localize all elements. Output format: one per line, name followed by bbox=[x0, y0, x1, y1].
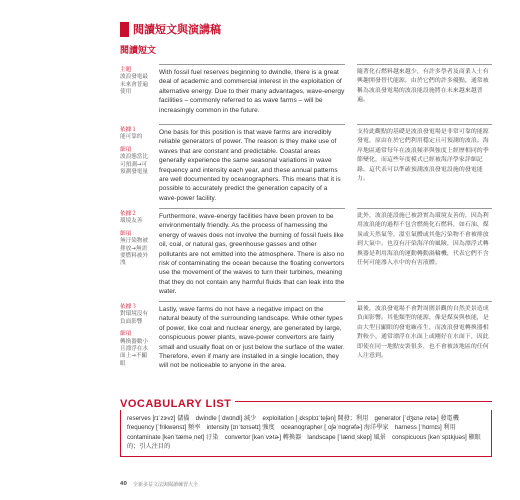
section-sidebar bbox=[120, 64, 151, 115]
vocabulary-box bbox=[120, 398, 492, 457]
passage-section-reason-3 bbox=[120, 301, 492, 371]
side-text: 環境友善 bbox=[120, 218, 143, 225]
english-paragraph: Lastly, wave farms do not have a negative impact on the natural beauty of the surrounding landscape. While other types of power, like coal and nuclear energy, are generated by large, conspicuous power plants, wave-power convertors are fairly small and usually float on or just below the surface of the water. Therefore, even if many are installed in a single location, they will not be noticeable to anyone in the area. bbox=[159, 301, 345, 371]
side-text: 轉換器數小且漂浮在水面上→不顯眼 bbox=[120, 338, 148, 367]
page-header bbox=[120, 21, 221, 37]
english-paragraph: One basis for this position is that wave farms are incredibly reliable generators of power. The reason is they make use of waves that are constant and predictable. Coastal areas generally experience the same seasonal variations in wave frequency and intensity each year, and these annual patterns are well documented by oceanographers. This means that it is possible to accurately predict the generation capacity of a wave-power facility. bbox=[159, 124, 345, 203]
side-label: 主題 bbox=[120, 67, 132, 73]
page-footer bbox=[120, 481, 198, 488]
section-subtitle: 閱讀短文 bbox=[120, 46, 157, 56]
page-number: 40 bbox=[120, 481, 127, 487]
chinese-translation: 支持此觀點的基礎是波浪發電場是非常可靠的能源發電，原由在於它們利用穩定且可預測的波浪。海岸地區通常每年在波浪頻率與強度上經歷相同的季節變化，而這些年度模式已經被海洋學家詳細記錄。這代表可以準確預測波浪發電設施的發電能力。 bbox=[357, 124, 492, 203]
side-text: 波浪態當比可預測→可預測發電量 bbox=[120, 154, 148, 176]
vocabulary-rule bbox=[235, 401, 492, 408]
passage-section-reason-1 bbox=[120, 124, 492, 203]
side-label: 依據２ bbox=[120, 211, 137, 217]
side-label: 細項 bbox=[120, 331, 132, 338]
side-text: 對環境沒有負面影響 bbox=[120, 311, 148, 325]
chinese-translation: 隨著化石燃料越來越少，有許多學者及商業人士有興趣開發替代能源。由於它們的許多優點，通常被稱為波浪發電場的波浪能設施將在未來越來越普遍。 bbox=[357, 64, 492, 115]
side-label: 依據３ bbox=[120, 304, 137, 310]
vocabulary-title: VOCABULARY LIST bbox=[120, 398, 232, 410]
vocabulary-header bbox=[120, 398, 492, 410]
section-sidebar bbox=[120, 124, 151, 203]
chinese-translation: 最後，波浪發電場不會對周圍景觀的自然美景造成負面影響。其他類型的能源，像是煤炭與核能，是由大型且顯眼的發電廠產生，而波浪發電轉換器相對較小，通常漂浮在水面上或剛好在水面下，因此即使在同一地點安裝很多，也不會被該地區的任何人注意到。 bbox=[357, 301, 492, 371]
section-sidebar bbox=[120, 208, 151, 297]
chinese-translation: 此外，波浪能設施已被證實為環境友善的，因為利用波浪能的過程不包含燃燒化石燃料，如石油、煤炭或天然氣等，溫室氣體或其他污染物不會被排放到大氣中。也沒有汙染海洋的風險，因為漂浮式轉換器是利用海浪的運動轉動渦輪機，代表它們不含任何可能滲入水中的有害液體。 bbox=[357, 208, 492, 297]
passage-section-reason-2 bbox=[120, 208, 492, 297]
english-paragraph: Furthermore, wave-energy facilities have been proven to be environmentally friendly. As the process of harnessing the energy of waves does not involve the burning of fossil fuels like oil, coal, or natural gas, greenhouse gasses and other pollutants are not emitted into the atmosphere. There is also no risk of contaminating the ocean because the floating convertors use the movement of the waves to turn their turbines, meaning that they do not contain any harmful fluids that can leak into the water. bbox=[159, 208, 345, 297]
vocabulary-list: reserves [rɪˈzɝvz] 儲備 dwindle [ˈdwɪndl] 減少 exploitation [ˌɛksplɔɪˈteʃən] 開發；利用 generator [ˈdʒɛnəˌretɚ] 發電機 frequency [ˈfrikwənsɪ] 頻率 intensity [ɪnˈtɛnsətɪ] 強度 oceanographer [ˌoʃəˈnɑgrəfɚ] 海洋學家 harness [ˈhɑrnɪs] 利用 contaminate [kənˈtæməˌnet] 汙染 convertor [kənˈvɝtɚ] 轉換器 landscape [ˈlændˌskep] 風景 conspicuous [kənˈspɪkjuəs] 顯眼的；引人注目的 bbox=[120, 410, 492, 457]
passage-section-topic bbox=[120, 64, 492, 115]
side-label: 細項 bbox=[120, 230, 132, 237]
header-marker bbox=[120, 22, 129, 37]
side-text: 能可靠的 bbox=[120, 134, 143, 141]
side-label: 依據１ bbox=[120, 127, 137, 133]
side-text: 無汙染物被排放→無需要燃料被外洩 bbox=[120, 238, 148, 267]
side-label: 細項 bbox=[120, 146, 132, 153]
section-sidebar bbox=[120, 301, 151, 371]
book-title: 全新多益文法與閱讀練習大全 bbox=[132, 482, 198, 488]
english-paragraph: With fossil fuel reserves beginning to dwindle, there is a great deal of academic and commercial interest in the exploitation of alternative energy. Due to their many advantages, wave-energy facilities – commonly referred to as wave farms – will be increasingly common in the future. bbox=[159, 64, 345, 115]
side-text: 波浪發電最未來會普遍使用 bbox=[120, 74, 148, 96]
page-title: 閱讀短文與演講稿 bbox=[133, 23, 221, 36]
